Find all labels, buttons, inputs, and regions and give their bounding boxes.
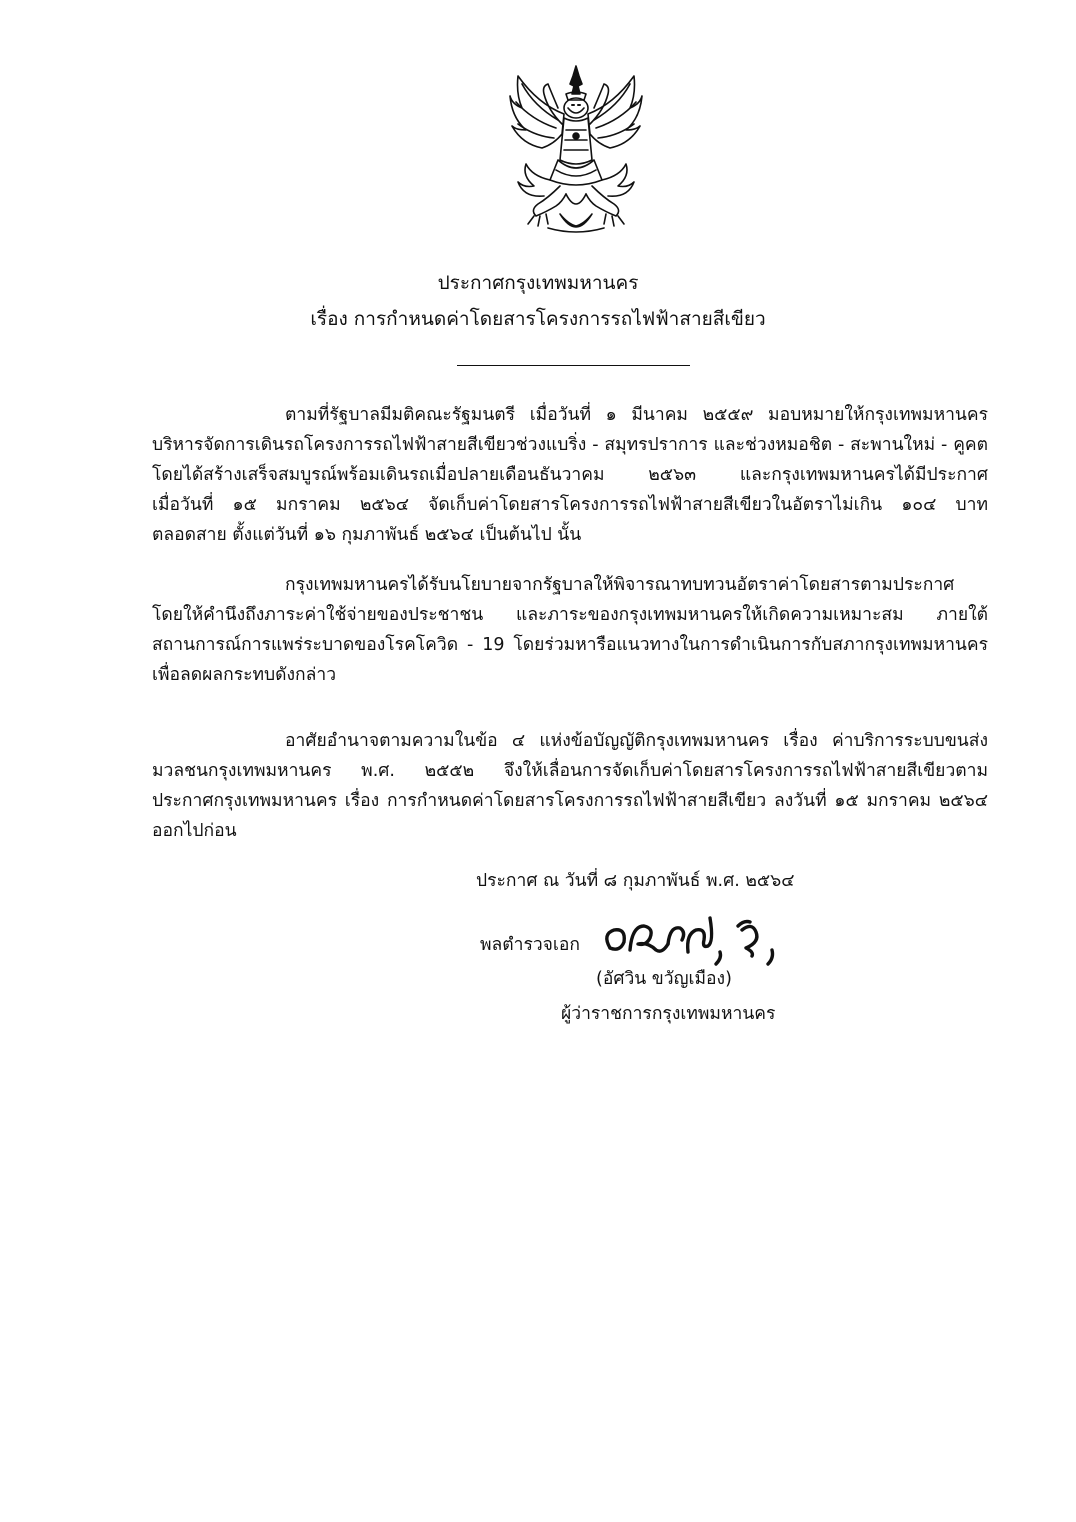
document-subject: เรื่อง การกำหนดค่าโดยสารโครงการรถไฟฟ้าสายสีเขียว: [310, 308, 766, 330]
garuda-emblem-icon: [508, 64, 644, 240]
handwritten-signature: [596, 912, 786, 968]
paragraph-line: บริหารจัดการเดินรถโครงการรถไฟฟ้าสายสีเขียวช่วงแบริ่ง - สมุทรปราการ และช่วงหมอชิต - สะพานใหม่ - คูคต: [152, 435, 988, 455]
paragraph-line: ออกไปก่อน: [152, 821, 237, 841]
paragraph-line: โดยให้คำนึงถึงภาระค่าใช้จ่ายของประชาชน และภาระของกรุงเทพมหานครให้เกิดความเหมาะสม ภายใต้: [152, 605, 988, 625]
paragraph-line: อาศัยอำนาจตามความในข้อ ๔ แห่งข้อบัญญัติกรุงเทพมหานคร เรื่อง ค่าบริการระบบขนส่ง: [285, 731, 988, 751]
paragraph-2: [152, 570, 988, 690]
paragraph-line: เพื่อลดผลกระทบดังกล่าว: [152, 665, 337, 685]
signer-name: (อัศวิน ขวัญเมือง): [596, 969, 732, 989]
paragraph-line: ตามที่รัฐบาลมีมติคณะรัฐมนตรี เมื่อวันที่ ๑ มีนาคม ๒๕๕๙ มอบหมายให้กรุงเทพมหานคร: [285, 405, 988, 425]
paragraph-line: ประกาศกรุงเทพมหานคร เรื่อง การกำหนดค่าโดยสารโครงการรถไฟฟ้าสายสีเขียว ลงวันที่ ๑๕ มกราคม ๒๕๖๔: [152, 791, 988, 811]
paragraph-line: โดยได้สร้างเสร็จสมบูรณ์พร้อมเดินรถเมื่อปลายเดือนธันวาคม ๒๕๖๓ และกรุงเทพมหานครได้มีประกาศ: [152, 465, 988, 485]
document-issuer: ประกาศกรุงเทพมหานคร: [437, 272, 639, 294]
title-divider: [457, 365, 690, 366]
paragraph-line: กรุงเทพมหานครได้รับนโยบายจากรัฐบาลให้พิจารณาทบทวนอัตราค่าโดยสารตามประกาศ: [285, 575, 955, 595]
paragraph-1: [152, 400, 988, 550]
announcement-date: ประกาศ ณ วันที่ ๘ กุมภาพันธ์ พ.ศ. ๒๕๖๔: [476, 871, 795, 891]
signer-position: ผู้ว่าราชการกรุงเทพมหานคร: [561, 1004, 776, 1024]
paragraph-line: ตลอดสาย ตั้งแต่วันที่ ๑๖ กุมภาพันธ์ ๒๕๖๔ เป็นต้นไป นั้น: [152, 525, 582, 545]
paragraph-3: [152, 726, 988, 846]
paragraph-line: เมื่อวันที่ ๑๕ มกราคม ๒๕๖๔ จัดเก็บค่าโดยสารโครงการรถไฟฟ้าสายสีเขียวในอัตราไม่เกิน ๑๐๔ บาท: [152, 495, 988, 515]
paragraph-line: สถานการณ์การแพร่ระบาดของโรคโควิด - 19 โดยร่วมหารือแนวทางในการดำเนินการกับสภากรุงเทพมหานคร: [152, 635, 988, 655]
signer-rank: พลตำรวจเอก: [480, 935, 581, 955]
paragraph-line: มวลชนกรุงเทพมหานคร พ.ศ. ๒๕๕๒ จึงให้เลื่อนการจัดเก็บค่าโดยสารโครงการรถไฟฟ้าสายสีเขียวตาม: [152, 761, 988, 781]
